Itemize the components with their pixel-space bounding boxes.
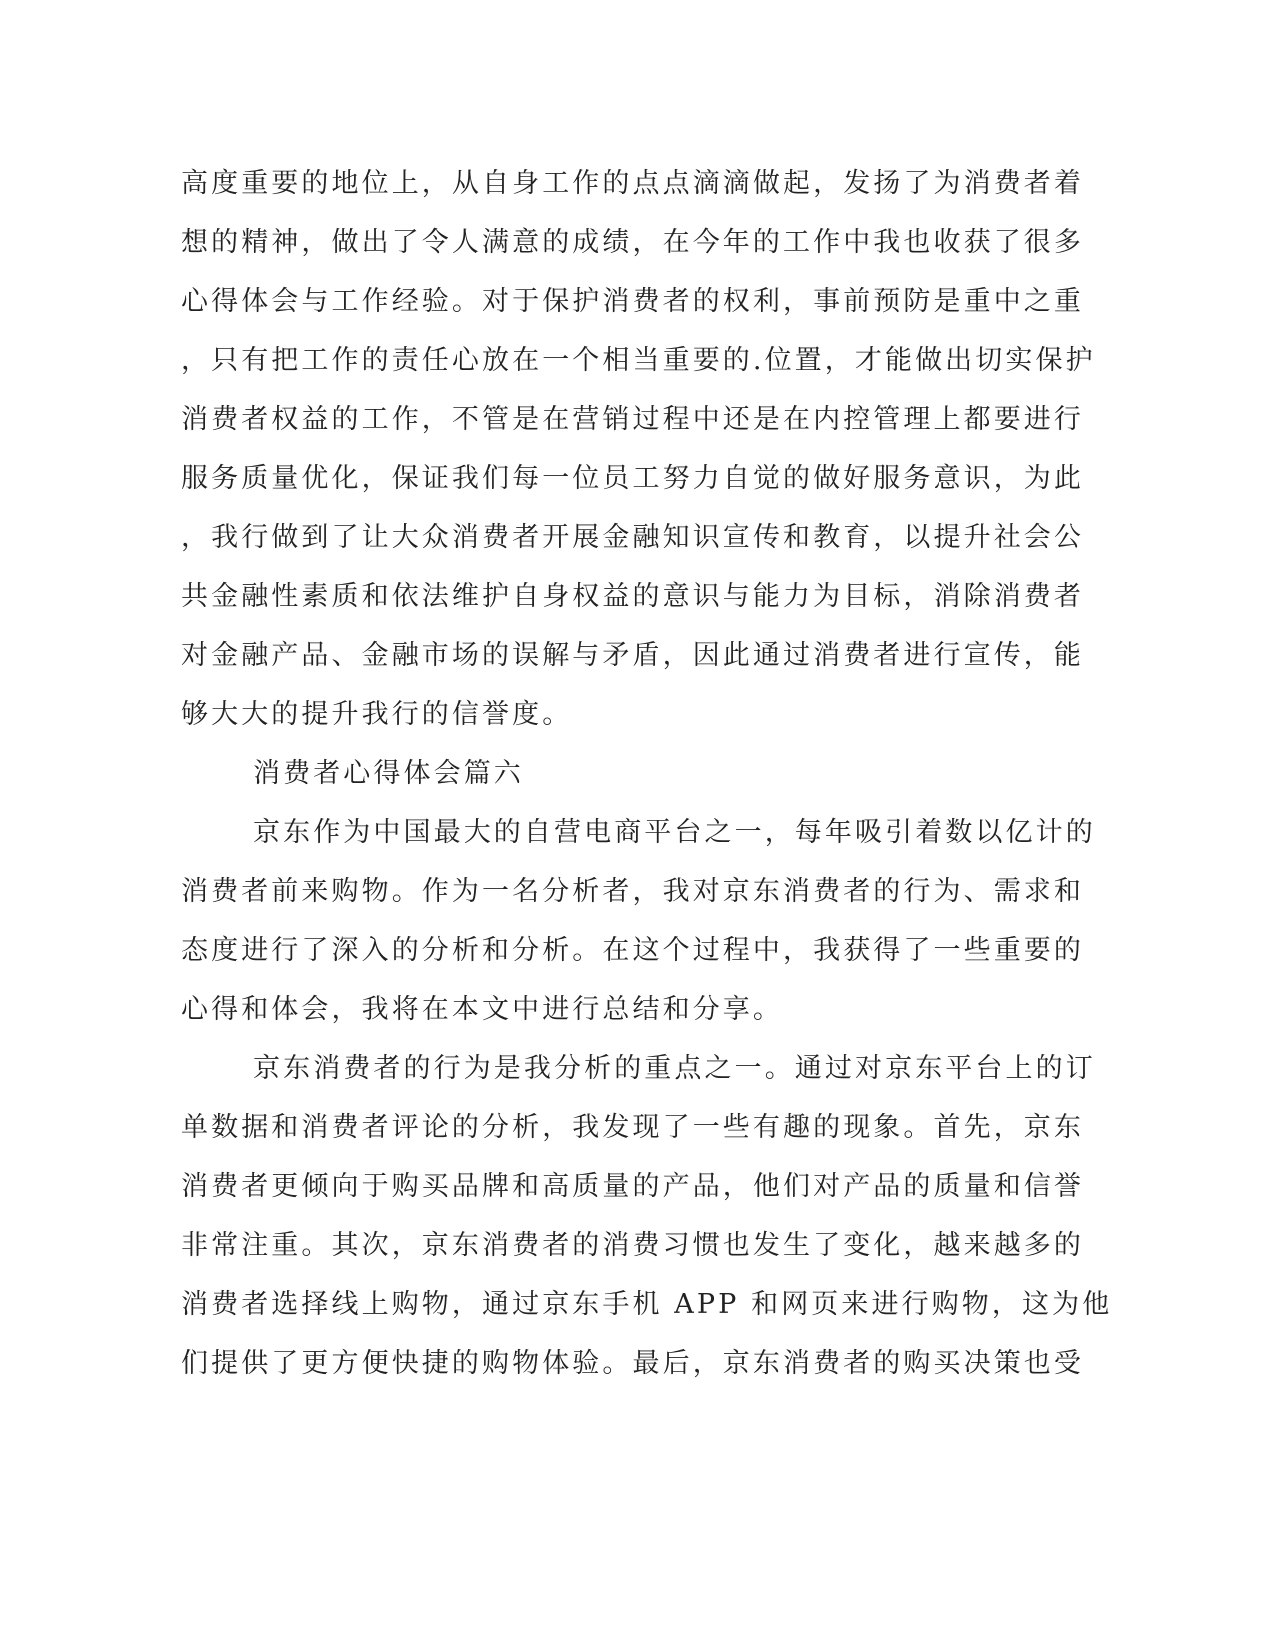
paragraph-3-line-2: 单数据和消费者评论的分析，我发现了一些有趣的现象。首先，京东 — [181, 1112, 1084, 1143]
paragraph-1-line-4: ，只有把工作的责任心放在一个相当重要的.位置，才能做出切实保护 — [181, 345, 1096, 376]
paragraph-3-line-3: 消费者更倾向于购买品牌和高质量的产品，他们对产品的质量和信誉 — [181, 1171, 1084, 1202]
paragraph-1-line-9: 对金融产品、金融市场的误解与矛盾，因此通过消费者进行宣传，能 — [181, 640, 1084, 671]
section-heading: 消费者心得体会篇六 — [253, 758, 524, 789]
paragraph-2-line-1: 京东作为中国最大的自营电商平台之一，每年吸引着数以亿计的 — [253, 817, 1096, 848]
paragraph-3-line-6: 们提供了更方便快捷的购物体验。最后，京东消费者的购买决策也受 — [181, 1348, 1084, 1379]
paragraph-3-line-5: 消费者选择线上购物，通过京东手机 APP 和网页来进行购物，这为他 — [181, 1289, 1113, 1320]
paragraph-3-line-1: 京东消费者的行为是我分析的重点之一。通过对京东平台上的订 — [253, 1053, 1096, 1084]
paragraph-1-line-6: 服务质量优化，保证我们每一位员工努力自觉的做好服务意识，为此 — [181, 463, 1084, 494]
paragraph-3-line-4: 非常注重。其次，京东消费者的消费习惯也发生了变化，越来越多的 — [181, 1230, 1084, 1261]
paragraph-2-line-2: 消费者前来购物。作为一名分析者，我对京东消费者的行为、需求和 — [181, 876, 1084, 907]
paragraph-1-line-8: 共金融性素质和依法维护自身权益的意识与能力为目标，消除消费者 — [181, 581, 1084, 612]
paragraph-1-line-3: 心得体会与工作经验。对于保护消费者的权利，事前预防是重中之重 — [181, 286, 1084, 317]
paragraph-1-line-2: 想的精神，做出了令人满意的成绩，在今年的工作中我也收获了很多 — [181, 227, 1084, 258]
paragraph-1-line-5: 消费者权益的工作，不管是在营销过程中还是在内控管理上都要进行 — [181, 404, 1084, 435]
paragraph-1-line-7: ，我行做到了让大众消费者开展金融知识宣传和教育，以提升社会公 — [181, 522, 1084, 553]
paragraph-2-line-3: 态度进行了深入的分析和分析。在这个过程中，我获得了一些重要的 — [181, 935, 1084, 966]
paragraph-1-line-1: 高度重要的地位上，从自身工作的点点滴滴做起，发扬了为消费者着 — [181, 168, 1084, 199]
paragraph-2-line-4: 心得和体会，我将在本文中进行总结和分享。 — [181, 994, 783, 1025]
paragraph-1-line-10: 够大大的提升我行的信誉度。 — [181, 699, 573, 730]
document-body — [181, 154, 1113, 1393]
